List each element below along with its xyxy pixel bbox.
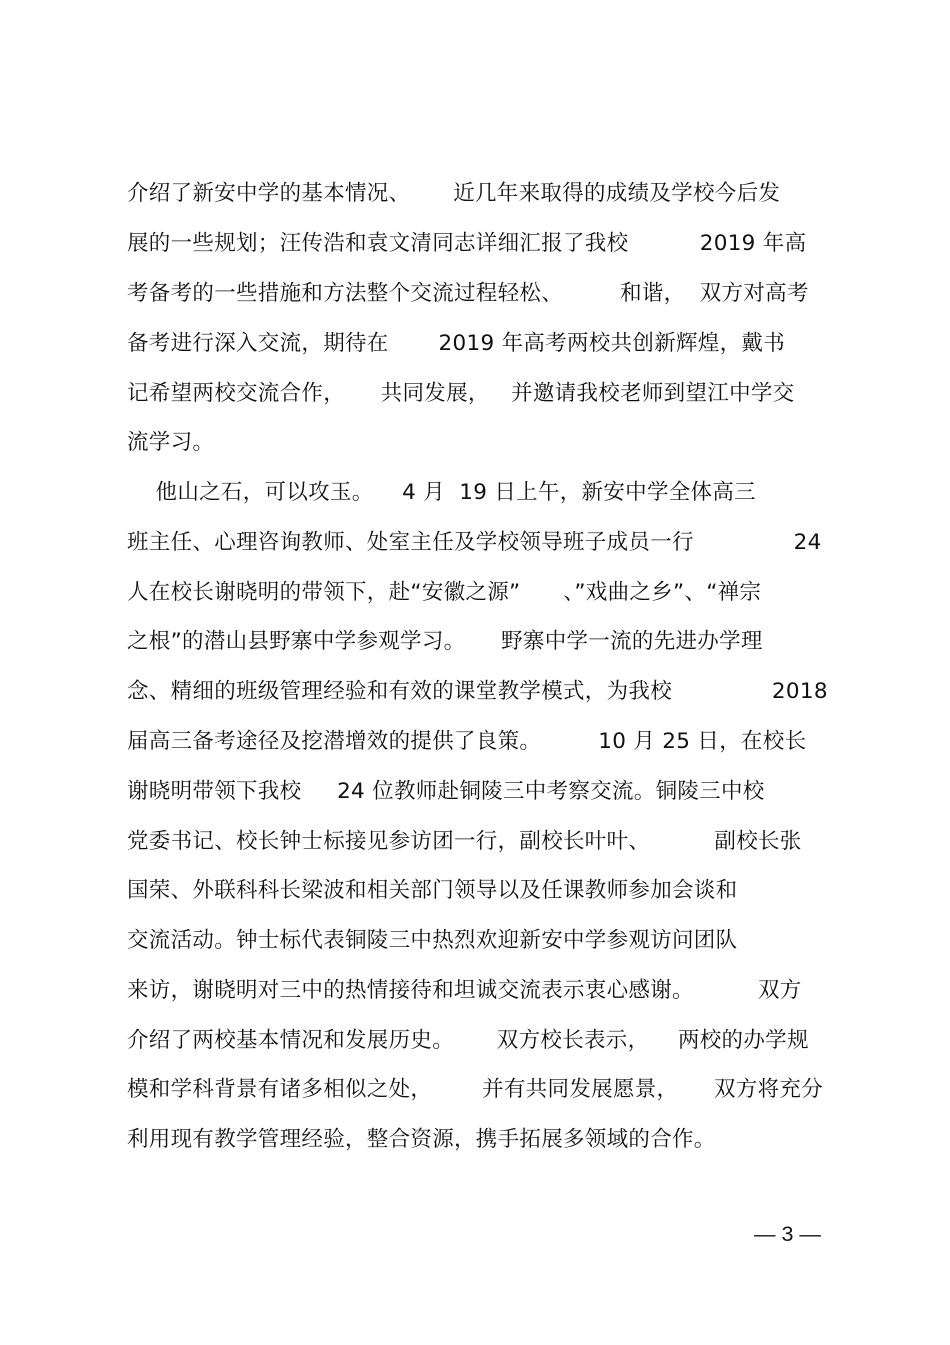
text-line: 考备考的一些措施和方法整个交流过程轻松、 和谐， 双方对高考 (127, 281, 809, 306)
text-line: 念、精细的班级管理经验和有效的课堂教学模式，为我校 2018 (127, 679, 828, 704)
text-line: 交流活动。钟士标代表铜陵三中热烈欢迎新安中学参观访问团队 (127, 928, 738, 953)
text-line: 记希望两校交流合作， 共同发展， 并邀请我校老师到望江中学交 (127, 381, 795, 406)
text-line: 之根”的潜山县野寨中学参观学习。 野寨中学一流的先进办学理 (127, 629, 763, 654)
text-line: 模和学科背景有诸多相似之处， 并有共同发展愿景， 双方将充分 (127, 1077, 824, 1102)
text-line: 备考进行深入交流，期待在 2019 年高考两校共创新辉煌，戴书 (127, 331, 785, 356)
text-line: 流学习。 (127, 430, 215, 455)
text-line: 人在校长谢晓明的带领下，赴“安徽之源” 、”戏曲之乡”、“禅宗 (127, 580, 762, 605)
page-number: — 3 — (754, 1222, 821, 1246)
text-line: 党委书记、校长钟士标接见参访团一行，副校长叶叶、 副校长张 (127, 829, 802, 854)
text-line: 谢晓明带领下我校 24 位教师赴铜陵三中考察交流。铜陵三中校 (127, 779, 765, 804)
text-line: 介绍了两校基本情况和发展历史。 双方校长表示， 两校的办学规 (127, 1028, 809, 1053)
text-line: 介绍了新安中学的基本情况、 近几年来取得的成绩及学校今后发 (127, 181, 781, 206)
text-line: 他山之石，可以攻玉。 4 月 19 日上午，新安中学全体高三 (127, 480, 756, 505)
text-line: 国荣、外联科科长梁波和相关部门领导以及任课教师参加会谈和 (127, 878, 738, 903)
text-line: 届高三备考途径及挖潜增效的提供了良策。 10 月 25 日，在校长 (127, 729, 807, 754)
text-line: 利用现有教学管理经验，整合资源，携手拓展多领域的合作。 (127, 1127, 716, 1152)
text-line: 班主任、心理咨询教师、处室主任及学校领导班子成员一行 24 (127, 530, 822, 555)
text-line: 展的一些规划；汪传浩和袁文清同志详细汇报了我校 2019 年高 (127, 231, 807, 256)
text-line: 来访，谢晓明对三中的热情接待和坦诚交流表示衷心感谢。 双方 (127, 978, 802, 1003)
